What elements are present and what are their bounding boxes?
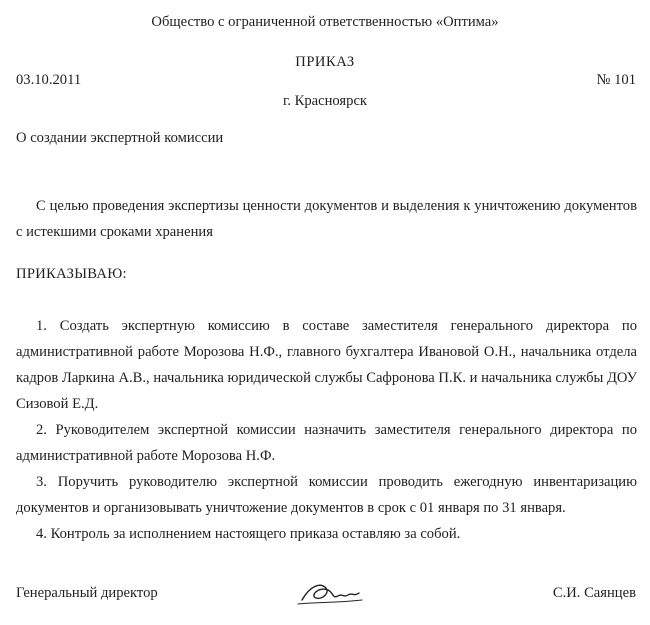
- preamble-paragraph: С целью проведения экспертизы ценности документов и выделения к уничтожению документов с истекшими сроками хранения: [16, 198, 637, 240]
- handwritten-signature: [296, 576, 366, 610]
- signatory-name: С.И. Саянцев: [552, 585, 636, 601]
- order-item-1: 1. Создать экспертную комиссию в составе заместителя генерального директора по административной работе Морозова Н.Ф., главного бухгалтера Ивановой О.Н., начальника отдела кадров Ларкина А.В., начальника юридической службы Сафронова П.К. и начальника службы ДОУ Сизовой Е.Д.: [16, 318, 637, 412]
- document-date: 03.10.2011: [16, 72, 82, 88]
- document-type-title: ПРИКАЗ: [295, 54, 355, 70]
- order-item-3: 3. Поручить руководителю экспертной комиссии проводить ежегодную инвентаризацию документов и организовывать уничтожение документов в срок с 01 января по 31 января.: [16, 474, 637, 516]
- order-item-4: 4. Контроль за исполнением настоящего приказа оставляю за собой.: [36, 526, 461, 542]
- order-item-2: 2. Руководителем экспертной комиссии назначить заместителя генерального директора по административной работе Морозова Н.Ф.: [16, 422, 637, 464]
- signatory-position: Генеральный директор: [16, 585, 158, 601]
- organization-name: Общество с ограниченной ответственностью «Оптима»: [151, 14, 499, 30]
- document-number: № 101: [596, 72, 636, 88]
- order-heading: ПРИКАЗЫВАЮ:: [16, 266, 127, 282]
- document-subject: О создании экспертной комиссии: [16, 130, 224, 146]
- document-city: г. Красноярск: [282, 93, 368, 109]
